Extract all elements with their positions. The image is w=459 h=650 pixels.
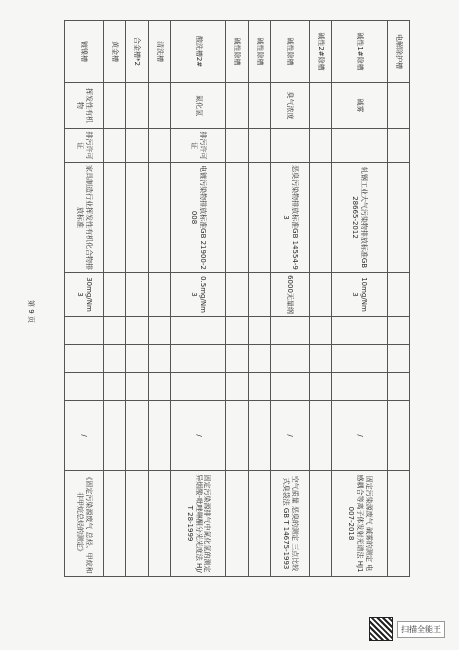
- table-cell-c3: [309, 129, 331, 163]
- table-cell-c10: [309, 471, 331, 577]
- table-cell-c8: [248, 373, 270, 401]
- table-cell-c4: [126, 163, 148, 273]
- table-cell-c5: 0.5mg/Nm3: [170, 273, 226, 317]
- table-cell-c6: [332, 317, 388, 345]
- table-cell-c9: [103, 401, 125, 471]
- table-row: [270, 21, 309, 577]
- table-row: [332, 21, 388, 577]
- table-cell-c9: /: [270, 401, 309, 471]
- table-cell-c6: [226, 317, 248, 345]
- table-cell-c10: [103, 471, 125, 577]
- table-cell-c5: [226, 273, 248, 317]
- table-cell-c10: [248, 471, 270, 577]
- table-cell-c6: [126, 317, 148, 345]
- table-cell-c7: [248, 345, 270, 373]
- page-number: 第 9 页: [27, 300, 35, 323]
- table-cell-c6: [65, 317, 104, 345]
- table-cell-c2: 挥发性有机物: [65, 83, 104, 129]
- table-cell-c5: 30mg/Nm3: [65, 273, 104, 317]
- table-row: [148, 21, 170, 577]
- table-cell-c1: 电解除护槽: [387, 21, 409, 83]
- table-cell-c1: 合金槽*2: [126, 21, 148, 83]
- table-cell-c8: [226, 373, 248, 401]
- table-cell-c2: 臭气浓度: [270, 83, 309, 129]
- table-cell-c6: [387, 317, 409, 345]
- table-cell-c9: [387, 401, 409, 471]
- table-cell-c9: [248, 401, 270, 471]
- table-cell-c3: [103, 129, 125, 163]
- table-cell-c5: [126, 273, 148, 317]
- table-cell-c5: [103, 273, 125, 317]
- table-cell-c4: [148, 163, 170, 273]
- table-cell-c9: [148, 401, 170, 471]
- qr-code-icon: [369, 617, 393, 641]
- table-cell-c3: [270, 129, 309, 163]
- table-cell-c10: 固定污染源排气中氮化氢的测定 异烟酸-吡唑啉酮分光光度法 HJ/T 28-1999: [170, 471, 226, 577]
- rotated-table: [64, 20, 410, 576]
- table-cell-c3: [226, 129, 248, 163]
- table-cell-c7: [226, 345, 248, 373]
- table-cell-c10: [387, 471, 409, 577]
- table-cell-c4: 恶臭污染物排放标准GB 14554-93: [270, 163, 309, 273]
- table-cell-c8: [103, 373, 125, 401]
- table-cell-c1: 镀镍槽: [65, 21, 104, 83]
- table-cell-c3: [387, 129, 409, 163]
- table-cell-c2: [309, 83, 331, 129]
- table-cell-c4: [309, 163, 331, 273]
- table-cell-c9: [126, 401, 148, 471]
- table-cell-c5: [148, 273, 170, 317]
- table-cell-c8: [387, 373, 409, 401]
- table-cell-c7: [126, 345, 148, 373]
- table-cell-c4: 电镀污染物排放标准GB 21900-2008: [170, 163, 226, 273]
- table-cell-c3: [126, 129, 148, 163]
- table-cell-c9: [309, 401, 331, 471]
- table-cell-c7: [309, 345, 331, 373]
- table-cell-c10: [226, 471, 248, 577]
- table-cell-c6: [248, 317, 270, 345]
- table-cell-c7: [332, 345, 388, 373]
- table-cell-c1: 碱性除槽: [226, 21, 248, 83]
- table-cell-c8: [126, 373, 148, 401]
- table-cell-c5: [309, 273, 331, 317]
- table-cell-c8: [65, 373, 104, 401]
- table-cell-c2: [126, 83, 148, 129]
- table-row: [309, 21, 331, 577]
- table-cell-c8: [332, 373, 388, 401]
- monitoring-table: [64, 20, 410, 577]
- table-cell-c5: [387, 273, 409, 317]
- table-cell-c8: [148, 373, 170, 401]
- table-cell-c4: [103, 163, 125, 273]
- table-cell-c10: 固定污染源废气 碱雾的测定 电感耦合等离子体发射光谱法 HJ1007-2018: [332, 471, 388, 577]
- table-cell-c9: /: [332, 401, 388, 471]
- table-cell-c6: [148, 317, 170, 345]
- table-cell-c1: 碱性除槽: [270, 21, 309, 83]
- table-cell-c2: [148, 83, 170, 129]
- table-row: [103, 21, 125, 577]
- table-cell-c3: [332, 129, 388, 163]
- table-cell-c2: [103, 83, 125, 129]
- table-cell-c2: [248, 83, 270, 129]
- table-cell-c3: [248, 129, 270, 163]
- table-cell-c7: [65, 345, 104, 373]
- table-cell-c7: [148, 345, 170, 373]
- table-cell-c1: 黄金槽: [103, 21, 125, 83]
- table-cell-c1: 碱性2#除槽: [309, 21, 331, 83]
- table-row: [65, 21, 104, 577]
- table-row: [226, 21, 248, 577]
- table-cell-c8: [270, 373, 309, 401]
- table-cell-c9: /: [170, 401, 226, 471]
- table-frame: [64, 20, 410, 576]
- table-cell-c5: 6000无量纲: [270, 273, 309, 317]
- table-cell-c3: 排污许可证: [170, 129, 226, 163]
- table-body: [65, 21, 410, 577]
- table-cell-c2: [387, 83, 409, 129]
- table-cell-c8: [309, 373, 331, 401]
- watermark-text: 扫描全能王: [397, 621, 445, 638]
- table-cell-c4: 家具制造行业挥发性有机化合物排放标准: [65, 163, 104, 273]
- table-cell-c7: [103, 345, 125, 373]
- table-cell-c3: [148, 129, 170, 163]
- table-cell-c6: [270, 317, 309, 345]
- table-cell-c7: [270, 345, 309, 373]
- table-row: [248, 21, 270, 577]
- table-cell-c10: [148, 471, 170, 577]
- table-cell-c7: [170, 345, 226, 373]
- table-row: [387, 21, 409, 577]
- table-cell-c9: [226, 401, 248, 471]
- table-cell-c2: 碱雾: [332, 83, 388, 129]
- table-cell-c6: [309, 317, 331, 345]
- table-cell-c4: [226, 163, 248, 273]
- table-cell-c6: [170, 317, 226, 345]
- table-cell-c1: 清洗槽: [148, 21, 170, 83]
- table-cell-c5: 10mg/Nm3: [332, 273, 388, 317]
- table-cell-c4: [248, 163, 270, 273]
- table-cell-c10: 《固定污染源废气 总烃、甲烷和非甲烷总烃的测定》: [65, 471, 104, 577]
- table-cell-c1: 酸洗槽2#: [170, 21, 226, 83]
- table-row: [126, 21, 148, 577]
- table-cell-c4: 轧钢工业大气污染物排放标准GB 28665-2012: [332, 163, 388, 273]
- table-cell-c1: 碱性除槽: [248, 21, 270, 83]
- table-cell-c2: 氮化氢: [170, 83, 226, 129]
- table-cell-c1: 碱性1#除槽: [332, 21, 388, 83]
- table-cell-c8: [170, 373, 226, 401]
- table-cell-c10: 空气质量 恶臭的测定 三点比较式臭袋法 GB T 14675-1993: [270, 471, 309, 577]
- table-cell-c4: [387, 163, 409, 273]
- table-cell-c5: [248, 273, 270, 317]
- table-cell-c10: [126, 471, 148, 577]
- table-cell-c2: [226, 83, 248, 129]
- table-cell-c6: [103, 317, 125, 345]
- table-cell-c3: 排污许可证: [65, 129, 104, 163]
- watermark-stamp: [369, 614, 457, 644]
- table-cell-c9: /: [65, 401, 104, 471]
- table-cell-c7: [387, 345, 409, 373]
- table-row: [170, 21, 226, 577]
